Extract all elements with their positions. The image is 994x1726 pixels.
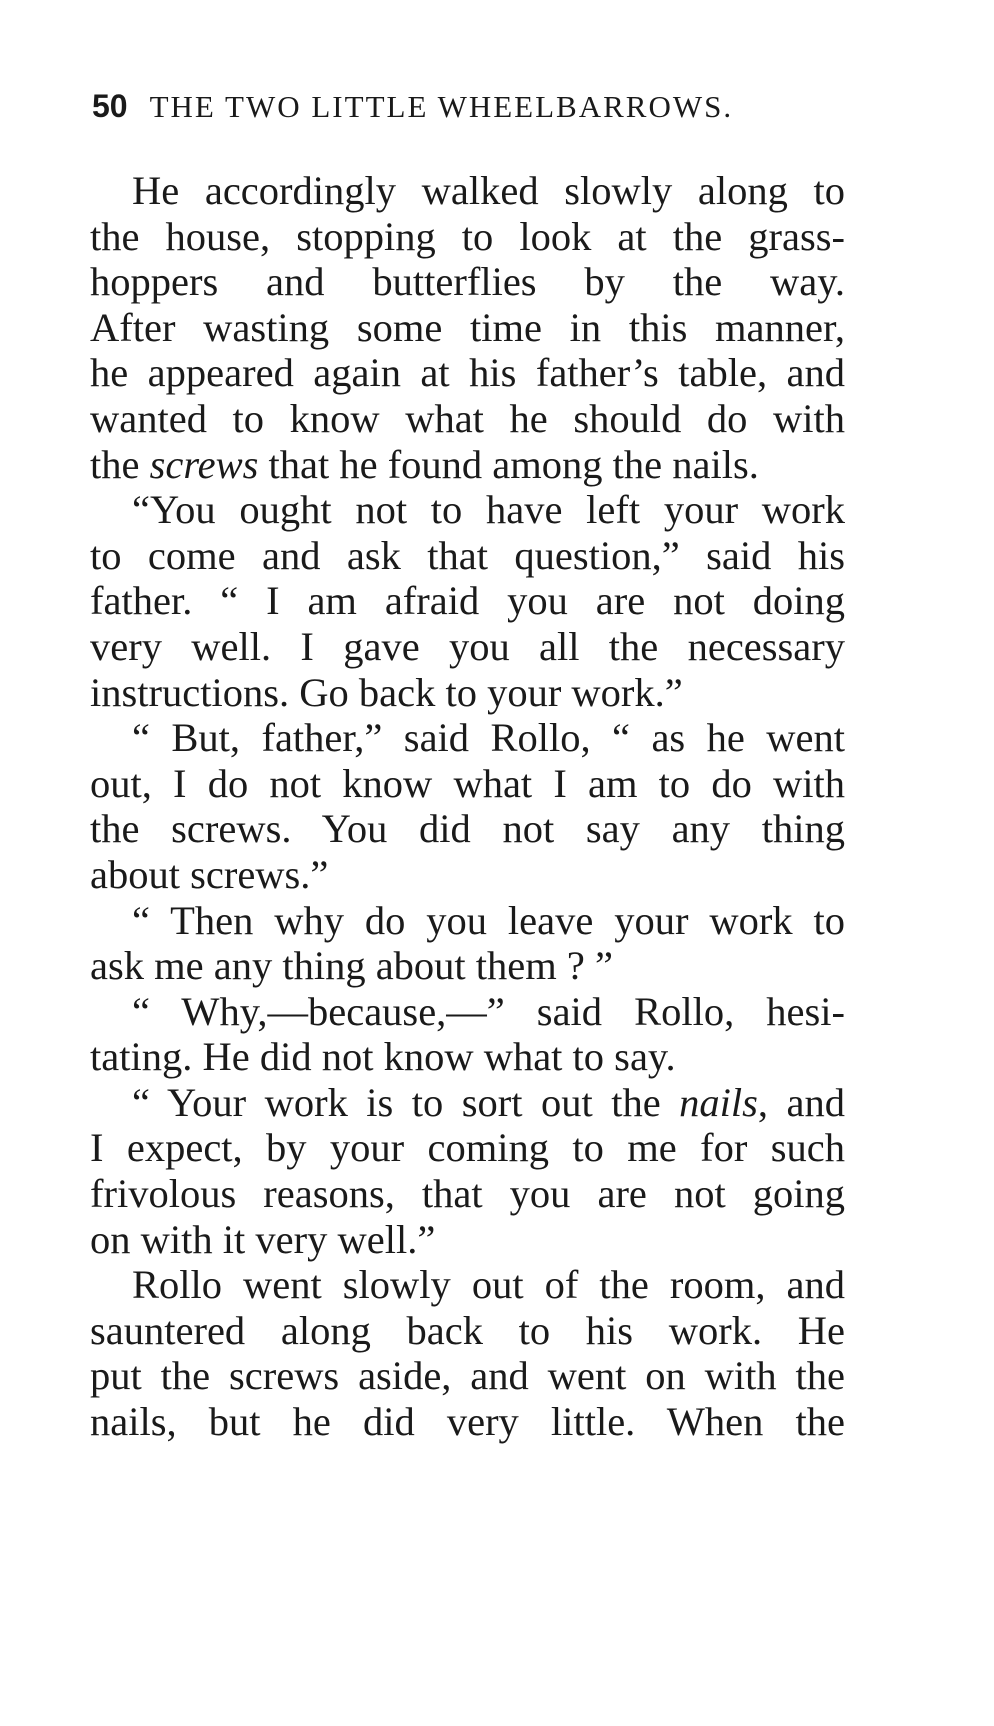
text-line <box>90 1080 845 1126</box>
text-run: out, I do not know what I am to do with <box>90 760 845 806</box>
text-line <box>90 761 845 807</box>
italic-word: screws <box>149 441 259 487</box>
text-run: on with it very well.” <box>90 1216 436 1262</box>
text-line <box>90 670 845 716</box>
text-run: to come and ask that question,” said his <box>90 532 845 578</box>
text-line <box>90 989 845 1035</box>
text-line <box>90 1308 845 1354</box>
text-line <box>90 214 845 260</box>
text-line <box>90 1217 845 1263</box>
text-run: he appeared again at his father’s table, and <box>90 350 845 396</box>
text-run: “ Why,—because,—” said Rollo, hesi- <box>132 988 845 1034</box>
text-run: the screws. You did not say any thing <box>90 806 845 852</box>
text-run: After wasting some time in this manner, <box>90 304 845 350</box>
text-run: put the screws aside, and went on with the <box>90 1353 845 1399</box>
text-run: instructions. Go back to your work.” <box>90 669 683 715</box>
text-run: , and <box>757 1079 845 1125</box>
text-line <box>90 715 845 761</box>
text-run: ask me any thing about them ? ” <box>90 943 613 989</box>
text-line <box>90 898 845 944</box>
text-run: very well. I gave you all the necessary <box>90 623 845 669</box>
text-run: hoppers and butterflies by the way. <box>90 259 845 305</box>
text-run: the house, stopping to look at the grass- <box>90 213 845 259</box>
text-line <box>90 259 845 305</box>
text-run: tating. He did not know what to say. <box>90 1034 676 1080</box>
text-line <box>90 578 845 624</box>
text-run: He accordingly walked slowly along to <box>132 168 845 213</box>
text-line <box>90 487 845 533</box>
running-title: THE TWO LITTLE WHEELBARROWS. <box>149 89 734 124</box>
text-line <box>90 305 845 351</box>
text-line <box>90 943 845 989</box>
page-number: 50 <box>92 88 128 124</box>
text-run: “ Then why do you leave your work to <box>132 897 845 943</box>
italic-word: nails <box>679 1079 758 1125</box>
text-run: “You ought not to have left your work <box>132 487 845 533</box>
text-line <box>90 624 845 670</box>
text-run: “ But, father,” said Rollo, “ as he went <box>132 715 845 761</box>
text-run: that he found among the nails. <box>258 441 759 487</box>
text-line <box>90 1353 845 1399</box>
text-run: frivolous reasons, that you are not going <box>90 1171 845 1217</box>
text-line <box>90 533 845 579</box>
text-run: “ Your work is to sort out the <box>132 1079 680 1125</box>
running-head <box>92 88 892 125</box>
text-line <box>90 806 845 852</box>
text-run: nails, but he did very little. When the <box>90 1399 845 1445</box>
text-line <box>90 1399 845 1445</box>
text-line <box>90 442 845 488</box>
text-run: the <box>90 441 150 487</box>
text-line <box>90 1171 845 1217</box>
text-line <box>90 350 845 396</box>
text-run: about screws.” <box>90 851 329 897</box>
text-run: father. “ I am afraid you are not doing <box>90 578 845 624</box>
text-run: sauntered along back to his work. He <box>90 1307 845 1353</box>
text-line <box>90 1262 845 1308</box>
text-run: Rollo went slowly out of the room, and <box>132 1262 845 1308</box>
text-line <box>90 1125 845 1171</box>
text-run: wanted to know what he should do with <box>90 395 845 441</box>
text-run: I expect, by your coming to me for such <box>90 1125 845 1171</box>
text-line <box>90 852 845 898</box>
text-line <box>90 396 845 442</box>
text-line <box>90 168 845 214</box>
body-text <box>90 168 845 1445</box>
text-line <box>90 1034 845 1080</box>
